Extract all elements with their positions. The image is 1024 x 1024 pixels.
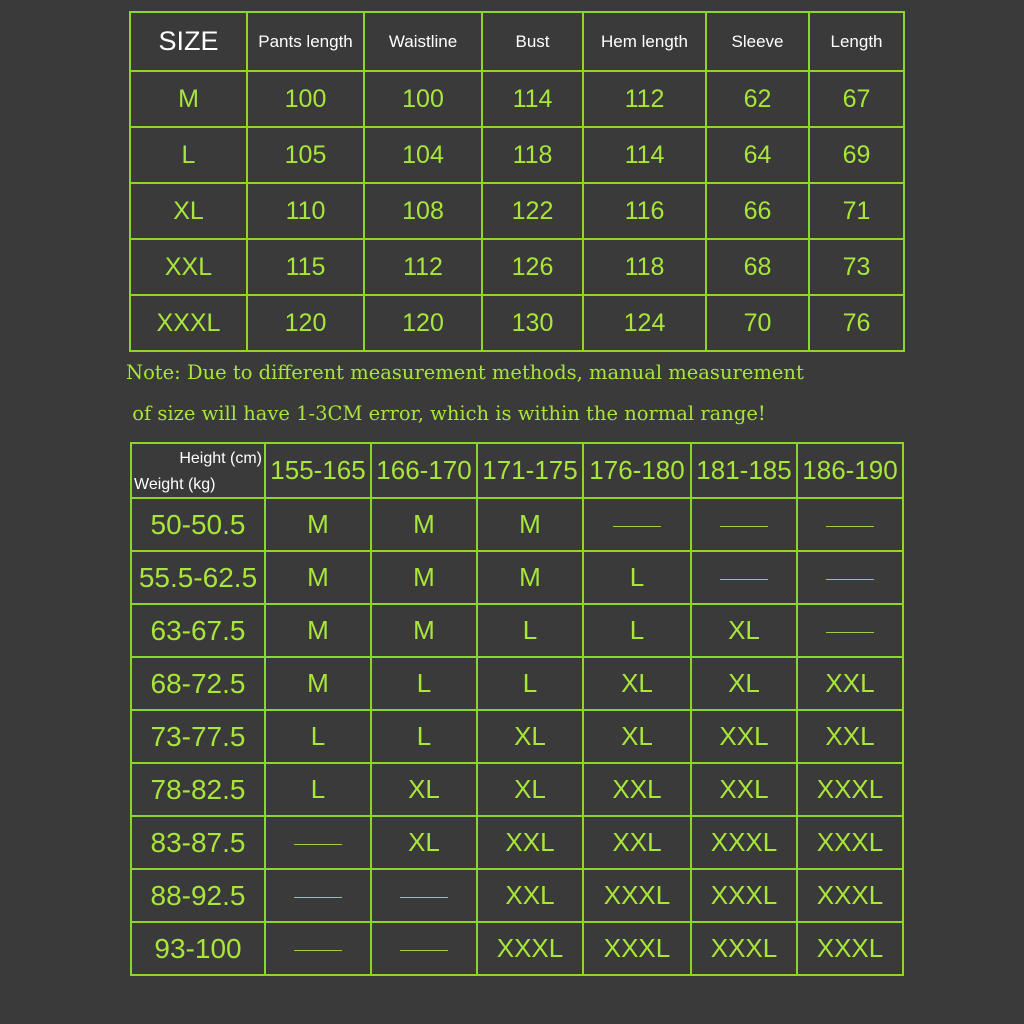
not-available-cell [583,498,691,551]
size-row [130,295,904,351]
dash-mark [294,950,342,951]
recommended-size-cell: M [371,498,477,551]
measurement-cell: 112 [583,71,706,127]
recommended-size-cell: XXXL [797,869,903,922]
fit-row [131,551,903,604]
corner-header [131,443,265,498]
fit-row [131,763,903,816]
recommended-size-cell: XXL [797,710,903,763]
recommended-size-cell: L [265,763,371,816]
recommended-size-cell: XL [691,604,797,657]
size-table-header-row [130,12,904,71]
recommended-size-cell: M [265,604,371,657]
recommended-size-cell: XXL [691,763,797,816]
recommended-size-cell: XL [691,657,797,710]
fit-row [131,922,903,975]
recommended-size-cell: XXXL [477,922,583,975]
size-label-cell: XL [130,183,247,239]
recommended-size-cell: XL [477,710,583,763]
measurement-cell: 110 [247,183,364,239]
recommended-size-cell: XL [371,816,477,869]
fit-row [131,816,903,869]
not-available-cell [265,869,371,922]
weight-range-cell: 78-82.5 [131,763,265,816]
recommended-size-cell: M [477,551,583,604]
recommended-size-cell: XXL [583,816,691,869]
measurement-cell: 114 [583,127,706,183]
waistline-column-header: Waistline [364,12,482,71]
recommended-size-cell: M [371,604,477,657]
recommended-size-cell: XXL [691,710,797,763]
measurement-cell: 116 [583,183,706,239]
not-available-cell [691,551,797,604]
measurement-cell: 130 [482,295,583,351]
sleeve-column-header: Sleeve [706,12,809,71]
measurement-cell: 118 [482,127,583,183]
measurement-cell: 112 [364,239,482,295]
recommended-size-cell: L [583,604,691,657]
not-available-cell [797,551,903,604]
measurement-cell: 105 [247,127,364,183]
not-available-cell [265,922,371,975]
measurement-cell: 104 [364,127,482,183]
dash-mark [294,897,342,898]
recommended-size-cell: M [477,498,583,551]
recommended-size-cell: M [265,551,371,604]
recommended-size-cell: M [265,498,371,551]
weight-range-cell: 55.5-62.5 [131,551,265,604]
not-available-cell [371,922,477,975]
recommended-size-cell: XXL [477,816,583,869]
fit-table [130,442,904,976]
recommended-size-cell: XXXL [797,816,903,869]
not-available-cell [691,498,797,551]
size-table [129,11,905,352]
size-row [130,239,904,295]
measurement-cell: 126 [482,239,583,295]
measurement-cell: 70 [706,295,809,351]
recommended-size-cell: L [371,710,477,763]
size-label-cell: XXL [130,239,247,295]
fit-table-header-row [131,443,903,498]
recommended-size-cell: L [265,710,371,763]
note-line-2: of size will have 1-3CM error, which is within the normal range! [126,402,766,425]
not-available-cell [265,816,371,869]
weight-range-cell: 88-92.5 [131,869,265,922]
height-range-header: 181-185 [691,443,797,498]
measurement-cell: 71 [809,183,904,239]
measurement-cell: 122 [482,183,583,239]
weight-range-cell: 63-67.5 [131,604,265,657]
fit-row [131,710,903,763]
measurement-cell: 69 [809,127,904,183]
dash-mark [400,897,448,898]
measurement-cell: 120 [247,295,364,351]
recommended-size-cell: XL [583,710,691,763]
recommended-size-cell: XL [371,763,477,816]
recommended-size-cell: L [583,551,691,604]
measurement-cell: 118 [583,239,706,295]
not-available-cell [797,498,903,551]
measurement-cell: 124 [583,295,706,351]
size-row [130,71,904,127]
weight-range-cell: 68-72.5 [131,657,265,710]
recommended-size-cell: XXXL [691,869,797,922]
measurement-cell: 67 [809,71,904,127]
dash-mark [400,950,448,951]
fit-row [131,604,903,657]
measurement-cell: 100 [247,71,364,127]
measurement-cell: 100 [364,71,482,127]
fit-row [131,657,903,710]
bust-column-header: Bust [482,12,583,71]
fit-row [131,869,903,922]
dash-mark [294,844,342,845]
fit-row [131,498,903,551]
note-line-1: Note: Due to different measurement methods, manual measurement [126,361,804,384]
dash-mark [720,579,768,580]
measurement-cell: 62 [706,71,809,127]
measurement-cell: 68 [706,239,809,295]
length-column-header: Length [809,12,904,71]
measurement-cell: 64 [706,127,809,183]
measurement-cell: 114 [482,71,583,127]
weight-range-cell: 73-77.5 [131,710,265,763]
recommended-size-cell: XL [477,763,583,816]
recommended-size-cell: XXXL [691,816,797,869]
recommended-size-cell: XXXL [797,922,903,975]
size-label-cell: M [130,71,247,127]
recommended-size-cell: M [371,551,477,604]
weight-range-cell: 93-100 [131,922,265,975]
measurement-cell: 66 [706,183,809,239]
pants-length-column-header: Pants length [247,12,364,71]
size-row [130,183,904,239]
height-range-header: 155-165 [265,443,371,498]
size-row [130,127,904,183]
recommended-size-cell: XL [583,657,691,710]
dash-mark [720,526,768,527]
size-label-cell: XXXL [130,295,247,351]
size-column-header: SIZE [130,12,247,71]
height-range-header: 171-175 [477,443,583,498]
dash-mark [826,579,874,580]
size-label-cell: L [130,127,247,183]
weight-axis-label: Weight (kg) [134,476,216,493]
recommended-size-cell: XXXL [797,763,903,816]
dash-mark [613,526,661,527]
height-range-header: 186-190 [797,443,903,498]
dash-mark [826,526,874,527]
height-range-header: 166-170 [371,443,477,498]
weight-range-cell: 50-50.5 [131,498,265,551]
not-available-cell [797,604,903,657]
measurement-cell: 115 [247,239,364,295]
size-table-body [130,71,904,351]
measurement-cell: 76 [809,295,904,351]
measurement-cell: 120 [364,295,482,351]
recommended-size-cell: M [265,657,371,710]
recommended-size-cell: L [477,657,583,710]
recommended-size-cell: XXL [477,869,583,922]
recommended-size-cell: L [477,604,583,657]
measurement-cell: 108 [364,183,482,239]
hem-length-column-header: Hem length [583,12,706,71]
height-axis-label: Height (cm) [179,450,262,467]
recommended-size-cell: L [371,657,477,710]
recommended-size-cell: XXXL [583,922,691,975]
measurement-note [126,352,916,434]
dash-mark [826,632,874,633]
recommended-size-cell: XXL [797,657,903,710]
recommended-size-cell: XXXL [583,869,691,922]
recommended-size-cell: XXXL [691,922,797,975]
measurement-cell: 73 [809,239,904,295]
recommended-size-cell: XXL [583,763,691,816]
fit-table-body [131,498,903,975]
height-range-header: 176-180 [583,443,691,498]
not-available-cell [371,869,477,922]
weight-range-cell: 83-87.5 [131,816,265,869]
